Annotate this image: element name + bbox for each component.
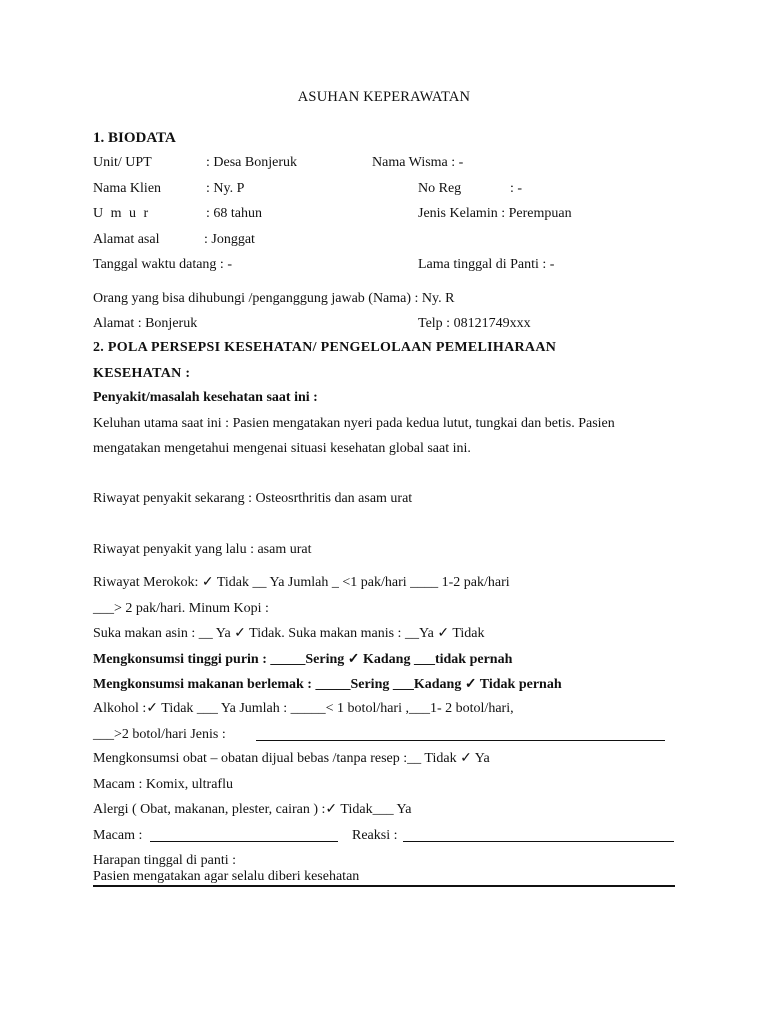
telp: Telp : 08121749xxx bbox=[418, 316, 531, 331]
no-reg-value: : - bbox=[510, 181, 523, 196]
section-pola-heading-line2: KESEHATAN : bbox=[93, 366, 191, 381]
macam-alergi-underline bbox=[150, 841, 338, 842]
section-pola-heading-line1: 2. POLA PERSEPSI KESEHATAN/ PENGELOLAAN PEMELIHARAAN bbox=[93, 340, 557, 355]
lama-tinggal: Lama tinggal di Panti : - bbox=[418, 257, 555, 272]
jenis-underline bbox=[256, 740, 665, 741]
harapan-isi: Pasien mengatakan agar selalu diberi kesehatan bbox=[93, 869, 360, 884]
konsumsi-berlemak: Mengkonsumsi makanan berlemak : _____Sering ___Kadang ✓ Tidak pernah bbox=[93, 677, 562, 692]
merokok-line1: Riwayat Merokok: ✓ Tidak __ Ya Jumlah _ <1 pak/hari ____ 1-2 pak/hari bbox=[93, 575, 510, 590]
nama-wisma: Nama Wisma : - bbox=[372, 155, 464, 170]
keluhan-line2: mengatakan mengetahui mengenai situasi kesehatan global saat ini. bbox=[93, 441, 471, 456]
umur-label: U m u r bbox=[93, 206, 151, 221]
unit-label: Unit/ UPT bbox=[93, 155, 152, 170]
obat-bebas: Mengkonsumsi obat – obatan dijual bebas /tanpa resep :__ Tidak ✓ Ya bbox=[93, 751, 490, 766]
alkohol-line1: Alkohol :✓ Tidak ___ Ya Jumlah : _____< 1 botol/hari ,___1- 2 botol/hari, bbox=[93, 701, 514, 716]
keluhan-line1: Keluhan utama saat ini : Pasien mengatakan nyeri pada kedua lutut, tungkai dan betis. Pasien bbox=[93, 416, 615, 431]
section-biodata-heading: 1. BIODATA bbox=[93, 130, 176, 146]
alamat: Alamat : Bonjeruk bbox=[93, 316, 198, 331]
reaksi-underline bbox=[403, 841, 674, 842]
merokok-line2: ___> 2 pak/hari. Minum Kopi : bbox=[93, 601, 269, 616]
harapan-label: Harapan tinggal di panti : bbox=[93, 853, 237, 868]
jenis-kelamin: Jenis Kelamin : Perempuan bbox=[418, 206, 572, 221]
umur-value: : 68 tahun bbox=[206, 206, 262, 221]
konsumsi-purin: Mengkonsumsi tinggi purin : _____Sering ✓ Kadang ___tidak pernah bbox=[93, 652, 513, 667]
tanggal-datang: Tanggal waktu datang : - bbox=[93, 257, 232, 272]
penyakit-subheading: Penyakit/masalah kesehatan saat ini : bbox=[93, 390, 318, 405]
document-title: ASUHAN KEPERAWATAN bbox=[297, 89, 471, 105]
nama-klien-label: Nama Klien bbox=[93, 181, 162, 196]
alamat-asal-value: : Jonggat bbox=[204, 232, 255, 247]
harapan-underline bbox=[93, 885, 675, 887]
reaksi-label: Reaksi : bbox=[352, 828, 398, 843]
penanggung-jawab: Orang yang bisa dihubungi /penganggung jawab (Nama) : Ny. R bbox=[93, 291, 455, 306]
nama-klien-value: : Ny. P bbox=[206, 181, 245, 196]
riwayat-lalu: Riwayat penyakit yang lalu : asam urat bbox=[93, 542, 312, 557]
no-reg-label: No Reg bbox=[418, 181, 462, 196]
suka-makan: Suka makan asin : __ Ya ✓ Tidak. Suka makan manis : __Ya ✓ Tidak bbox=[93, 626, 485, 641]
riwayat-sekarang: Riwayat penyakit sekarang : Osteosrthritis dan asam urat bbox=[93, 491, 413, 506]
macam-alergi-label: Macam : bbox=[93, 828, 143, 843]
alkohol-line2: ___>2 botol/hari Jenis : bbox=[93, 727, 226, 742]
alergi: Alergi ( Obat, makanan, plester, cairan ) :✓ Tidak___ Ya bbox=[93, 802, 412, 817]
alamat-asal-label: Alamat asal bbox=[93, 232, 160, 247]
macam-obat: Macam : Komix, ultraflu bbox=[93, 777, 233, 792]
unit-value: : Desa Bonjeruk bbox=[206, 155, 297, 170]
